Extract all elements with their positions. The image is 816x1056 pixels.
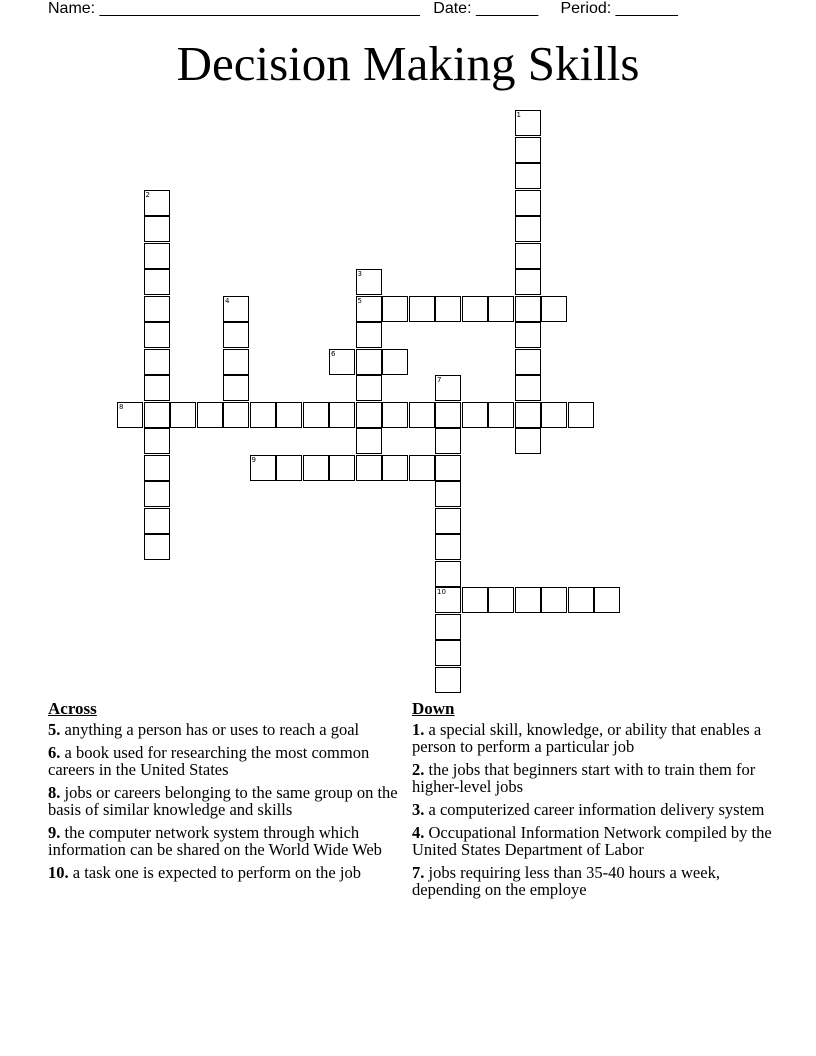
- crossword-cell[interactable]: [144, 428, 170, 454]
- crossword-cell[interactable]: [515, 190, 541, 216]
- crossword-cell[interactable]: [170, 402, 196, 428]
- crossword-cell[interactable]: [515, 375, 541, 401]
- crossword-cell[interactable]: [435, 508, 461, 534]
- crossword-cell[interactable]: [223, 402, 249, 428]
- crossword-cell[interactable]: [435, 667, 461, 693]
- clue-down-3: 3. a computerized career information delivery system: [412, 800, 765, 819]
- crossword-cell[interactable]: [568, 587, 594, 613]
- clue-number-label: 4: [225, 296, 230, 305]
- clue-number-label: 1: [516, 111, 521, 119]
- down-heading: Down: [412, 699, 455, 718]
- crossword-cell[interactable]: [144, 375, 170, 401]
- crossword-cell[interactable]: [356, 349, 382, 375]
- crossword-cell[interactable]: [382, 349, 408, 375]
- crossword-cell[interactable]: [356, 322, 382, 348]
- crossword-cell[interactable]: [223, 349, 249, 375]
- crossword-cell[interactable]: [144, 508, 170, 534]
- clue-across-8: 8. jobs or careers belonging to the same group on the basis of similar knowledge and skills: [48, 783, 398, 819]
- across-clues: [48, 700, 398, 887]
- clue-number-label: 5: [357, 296, 362, 305]
- crossword-cell[interactable]: [435, 640, 461, 666]
- down-clues: [412, 700, 774, 904]
- clue-number-label: 8: [119, 402, 124, 411]
- crossword-cell[interactable]: [462, 587, 488, 613]
- crossword-cell[interactable]: [515, 402, 541, 428]
- clue-across-6: 6. a book used for researching the most common careers in the United States: [48, 743, 370, 779]
- crossword-cell[interactable]: [329, 349, 355, 375]
- crossword-cell[interactable]: [541, 587, 567, 613]
- crossword-cell[interactable]: [144, 534, 170, 560]
- crossword-cell[interactable]: [515, 163, 541, 189]
- crossword-cell[interactable]: [144, 455, 170, 481]
- crossword-cell[interactable]: [409, 455, 435, 481]
- crossword-cell[interactable]: [356, 428, 382, 454]
- crossword-cell[interactable]: [435, 534, 461, 560]
- crossword-cell[interactable]: [276, 402, 302, 428]
- crossword-cell[interactable]: [329, 455, 355, 481]
- name-field[interactable]: Name: ____________________________________: [48, 0, 420, 17]
- crossword-cell[interactable]: [515, 243, 541, 269]
- crossword-cell[interactable]: [462, 402, 488, 428]
- crossword-cell[interactable]: [250, 402, 276, 428]
- crossword-cell[interactable]: [144, 481, 170, 507]
- page-title: Decision Making Skills: [176, 36, 640, 91]
- clue-across-5: 5. anything a person has or uses to reach a goal: [48, 720, 360, 739]
- clue-number-label: 6: [331, 349, 336, 358]
- crossword-cell[interactable]: [197, 402, 223, 428]
- crossword-cell[interactable]: [144, 322, 170, 348]
- crossword-cell[interactable]: [303, 402, 329, 428]
- crossword-cell[interactable]: [356, 296, 382, 322]
- crossword-cell[interactable]: [515, 296, 541, 322]
- crossword-cell[interactable]: [594, 587, 620, 613]
- crossword-cell[interactable]: [409, 296, 435, 322]
- crossword-cell[interactable]: [515, 110, 541, 136]
- crossword-cell[interactable]: [515, 269, 541, 295]
- crossword-cell[interactable]: [144, 190, 170, 216]
- crossword-cell[interactable]: [223, 296, 249, 322]
- crossword-cell[interactable]: [356, 402, 382, 428]
- clue-number-label: 3: [357, 270, 362, 278]
- crossword-cell[interactable]: [144, 349, 170, 375]
- crossword-cell[interactable]: [488, 587, 514, 613]
- crossword-cell[interactable]: [329, 402, 355, 428]
- crossword-cell[interactable]: [144, 216, 170, 242]
- date-field[interactable]: Date: _______: [433, 0, 539, 17]
- crossword-cell[interactable]: [435, 481, 461, 507]
- crossword-cell[interactable]: [568, 402, 594, 428]
- crossword-cell[interactable]: [250, 455, 276, 481]
- crossword-cell[interactable]: [356, 375, 382, 401]
- crossword-cell[interactable]: [515, 216, 541, 242]
- crossword-cell[interactable]: [144, 269, 170, 295]
- clue-across-10: 10. a task one is expected to perform on the job: [48, 863, 361, 882]
- crossword-cell[interactable]: [435, 561, 461, 587]
- crossword-cell[interactable]: [515, 349, 541, 375]
- crossword-cell[interactable]: [488, 402, 514, 428]
- crossword-cell[interactable]: [223, 375, 249, 401]
- crossword-cell[interactable]: [144, 243, 170, 269]
- crossword-cell[interactable]: [488, 296, 514, 322]
- crossword-cell[interactable]: [382, 296, 408, 322]
- across-heading: Across: [48, 699, 97, 718]
- crossword-cell[interactable]: [515, 137, 541, 163]
- crossword-cell[interactable]: [223, 322, 249, 348]
- crossword-cell[interactable]: [435, 455, 461, 481]
- clue-number-label: 2: [145, 190, 150, 199]
- crossword-cell[interactable]: [435, 402, 461, 428]
- crossword-cell[interactable]: [144, 402, 170, 428]
- crossword-cell[interactable]: [382, 402, 408, 428]
- crossword-cell[interactable]: [382, 455, 408, 481]
- clue-number-label: 7: [437, 376, 442, 384]
- crossword-cell[interactable]: [541, 402, 567, 428]
- crossword-cell[interactable]: [515, 322, 541, 348]
- clue-number-label: 9: [251, 455, 256, 464]
- crossword-cell[interactable]: [356, 455, 382, 481]
- clue-down-2: 2. the jobs that beginners start with to train them for higher-level jobs: [412, 760, 756, 796]
- crossword-cell[interactable]: [435, 614, 461, 640]
- crossword-cell[interactable]: [435, 587, 461, 613]
- crossword-cell[interactable]: [409, 402, 435, 428]
- crossword-cell[interactable]: [276, 455, 302, 481]
- crossword-cell[interactable]: [303, 455, 329, 481]
- crossword-cell[interactable]: [541, 296, 567, 322]
- clue-down-1: 1. a special skill, knowledge, or ability that enables a person to perform a particular job: [412, 720, 762, 756]
- crossword-cell[interactable]: [435, 296, 461, 322]
- crossword-cell[interactable]: [117, 402, 143, 428]
- period-field[interactable]: Period: _______: [560, 0, 678, 17]
- crossword-cell[interactable]: [515, 587, 541, 613]
- clue-across-9: 9. the computer network system through which information can be shared on the World Wide Web: [48, 823, 382, 859]
- crossword-cell[interactable]: [144, 296, 170, 322]
- crossword-cell[interactable]: [462, 296, 488, 322]
- crossword-cell[interactable]: [435, 428, 461, 454]
- clue-down-7: 7. jobs requiring less than 35-40 hours a week, depending on the employe: [412, 863, 720, 899]
- crossword-cell[interactable]: [435, 375, 461, 401]
- clue-number-label: 10: [437, 588, 446, 596]
- clue-down-4: 4. Occupational Information Network compiled by the United States Department of Labor: [412, 823, 772, 859]
- crossword-cell[interactable]: [515, 428, 541, 454]
- crossword-cell[interactable]: [356, 269, 382, 295]
